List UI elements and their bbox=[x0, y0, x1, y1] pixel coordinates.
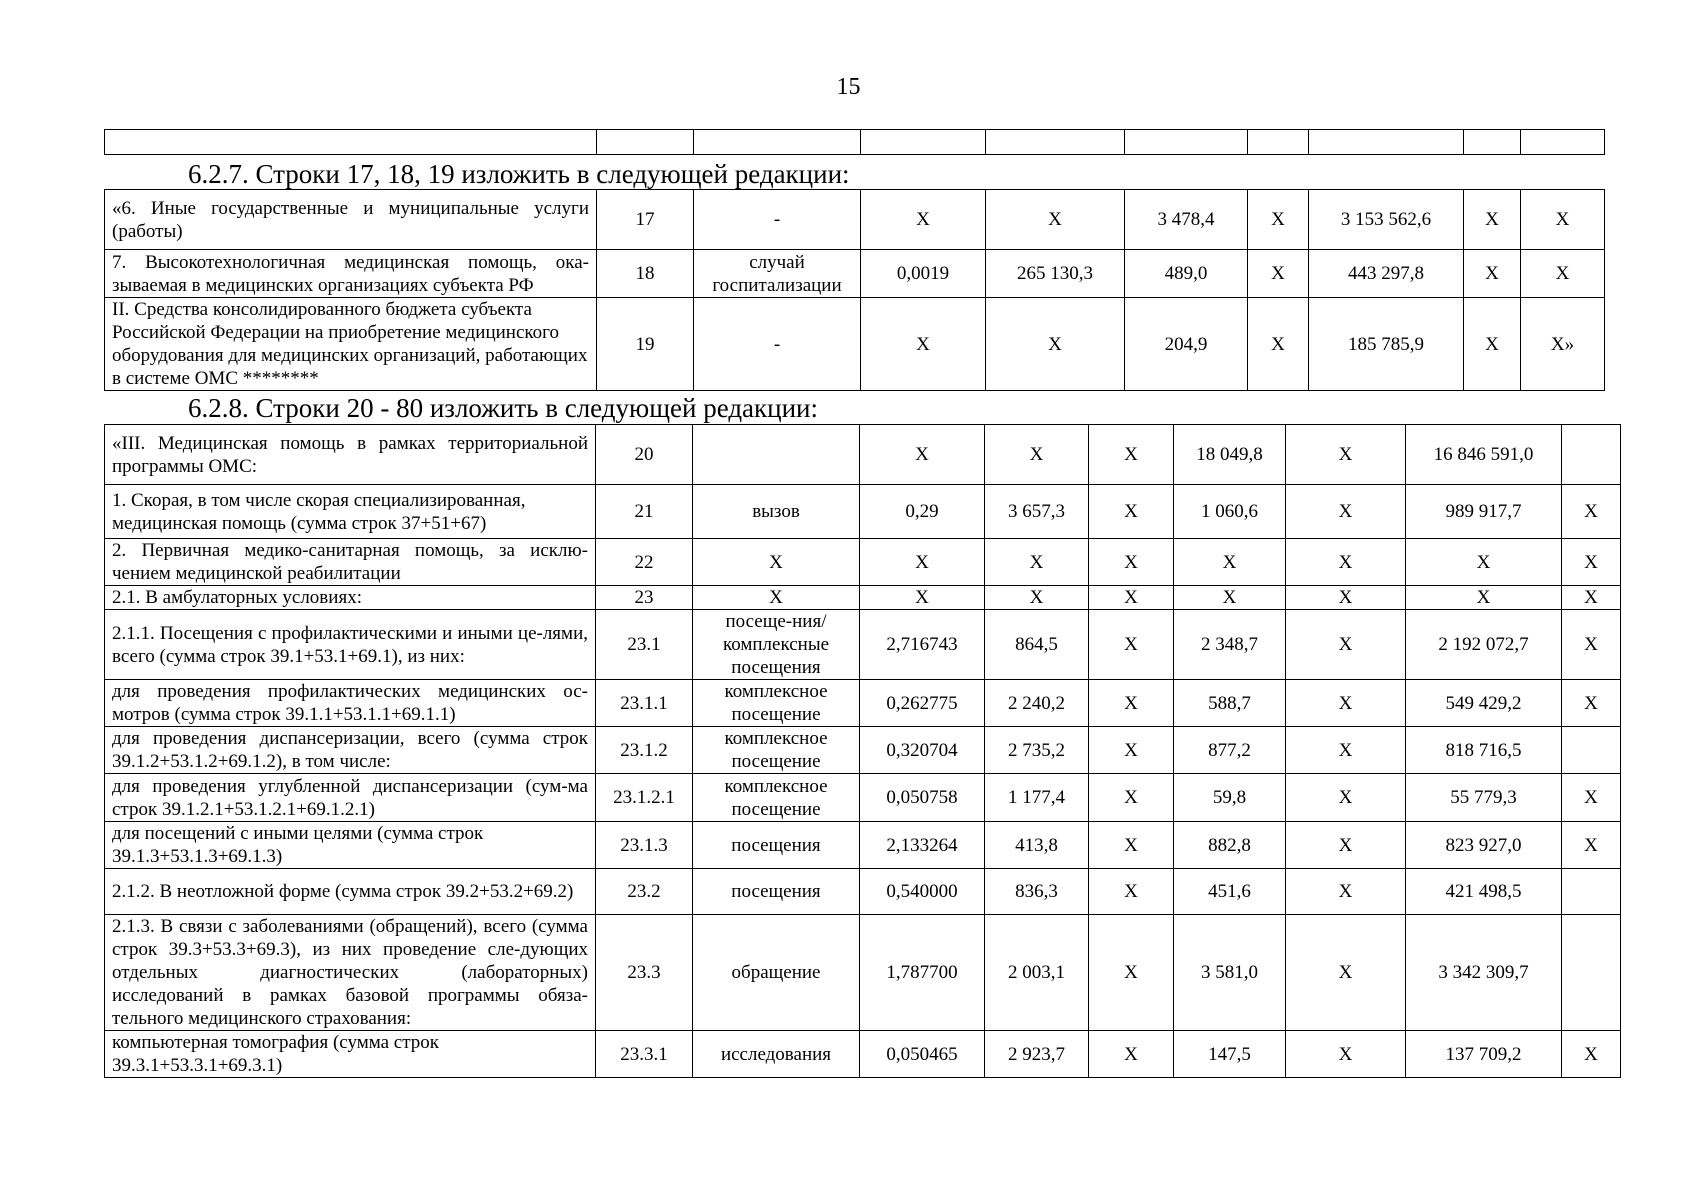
table-cell: X bbox=[1464, 298, 1521, 391]
table-cell: - bbox=[694, 298, 861, 391]
table-cell: 23.1.3 bbox=[596, 822, 693, 869]
row-description: 2.1.3. В связи с заболеваниями (обращений), всего (сумма строк 39.3+53.3+69.3), из них проведение сле-дующих отдельных диагностических (лабораторных) исследований в рамках базовой программы обяза-тельного медицинского страхования: bbox=[105, 915, 596, 1031]
table-cell: 204,9 bbox=[1125, 298, 1248, 391]
row-description: для проведения профилактических медицинских ос-мотров (сумма строк 39.1.1+53.1.1+69.1.1) bbox=[105, 680, 596, 727]
row-description: для посещений с иными целями (сумма строк 39.1.3+53.1.3+69.1.3) bbox=[105, 822, 596, 869]
table-cell: 2,716743 bbox=[860, 610, 985, 680]
table-cell: 23.2 bbox=[596, 869, 693, 915]
table-cell: 23.3.1 bbox=[596, 1031, 693, 1078]
table-row bbox=[105, 250, 1605, 298]
table-cell: 1 177,4 bbox=[985, 774, 1089, 822]
table-cell bbox=[1562, 425, 1621, 485]
table-cell: комплексное посещение bbox=[693, 680, 860, 727]
row-description: «III. Медицинская помощь в рамках территориальной программы ОМС: bbox=[105, 425, 596, 485]
table-cell: X bbox=[1562, 822, 1621, 869]
table-cell: 265 130,3 bbox=[986, 250, 1125, 298]
table-cell: X bbox=[1089, 869, 1174, 915]
table-cell: X bbox=[1286, 774, 1406, 822]
table-cell: 19 bbox=[597, 298, 694, 391]
row-description: 7. Высокотехнологичная медицинская помощь, ока-зываемая в медицинских организациях субъекта РФ bbox=[105, 250, 597, 298]
table-cell: X» bbox=[1521, 298, 1605, 391]
table-cell: 864,5 bbox=[985, 610, 1089, 680]
table-row bbox=[105, 774, 1621, 822]
table-cell: X bbox=[1286, 915, 1406, 1031]
table-cell: 3 478,4 bbox=[1125, 190, 1248, 250]
table-cell: 2,133264 bbox=[860, 822, 985, 869]
table-cell: X bbox=[1089, 485, 1174, 539]
table-cell bbox=[1562, 915, 1621, 1031]
table-row bbox=[105, 298, 1605, 391]
table-cell: X bbox=[1089, 610, 1174, 680]
page-number: 15 bbox=[836, 74, 861, 100]
row-description: II. Средства консолидированного бюджета субъекта Российской Федерации на приобретение медицинского оборудования для медицинских организаций, работающих в системе ОМС ******** bbox=[105, 298, 597, 391]
row-description: 2. Первичная медико-санитарная помощь, за исклю-чением медицинской реабилитации bbox=[105, 539, 596, 586]
row-description: «6. Иные государственные и муниципальные услуги (работы) bbox=[105, 190, 597, 250]
table-row bbox=[105, 425, 1621, 485]
row-description: 1. Скорая, в том числе скорая специализированная, медицинская помощь (сумма строк 37+51+67) bbox=[105, 485, 596, 539]
table-cell: X bbox=[1089, 1031, 1174, 1078]
table-cell: 549 429,2 bbox=[1406, 680, 1562, 727]
table-cell: 2 003,1 bbox=[985, 915, 1089, 1031]
table-cell: посещения bbox=[693, 822, 860, 869]
table-row bbox=[105, 586, 1621, 610]
table-cell: X bbox=[1562, 586, 1621, 610]
table-cell: X bbox=[1286, 822, 1406, 869]
row-description: для проведения диспансеризации, всего (сумма строк 39.1.2+53.1.2+69.1.2), в том числе: bbox=[105, 727, 596, 774]
table-cell: X bbox=[1089, 680, 1174, 727]
table-cell: X bbox=[1248, 190, 1309, 250]
table-cell: посеще-ния/комплексные посещения bbox=[693, 610, 860, 680]
row-description: 2.1. В амбулаторных условиях: bbox=[105, 586, 596, 610]
table-cell: X bbox=[1562, 1031, 1621, 1078]
table-cell: 59,8 bbox=[1174, 774, 1286, 822]
table-cell: X bbox=[861, 190, 986, 250]
table-cell: X bbox=[1089, 822, 1174, 869]
table-cell: 23.1.2.1 bbox=[596, 774, 693, 822]
table-cell: X bbox=[1286, 539, 1406, 586]
table-cell: 0,050758 bbox=[860, 774, 985, 822]
table-cell: вызов bbox=[693, 485, 860, 539]
table-628 bbox=[104, 424, 1621, 1078]
table-cell: X bbox=[1174, 539, 1286, 586]
table-cell: X bbox=[1464, 250, 1521, 298]
table-cell: исследования bbox=[693, 1031, 860, 1078]
table-cell: 2 240,2 bbox=[985, 680, 1089, 727]
table-cell: 823 927,0 bbox=[1406, 822, 1562, 869]
table-cell: X bbox=[1521, 190, 1605, 250]
table-row bbox=[105, 190, 1605, 250]
table-cell: X bbox=[1089, 586, 1174, 610]
table-cell: X bbox=[1562, 680, 1621, 727]
table-row bbox=[105, 539, 1621, 586]
table-cell: X bbox=[1089, 774, 1174, 822]
table-cell: 2 923,7 bbox=[985, 1031, 1089, 1078]
table-cell: X bbox=[1562, 485, 1621, 539]
table-cell: посещения bbox=[693, 869, 860, 915]
table-cell: случай госпитализации bbox=[694, 250, 861, 298]
table-cell: X bbox=[693, 539, 860, 586]
table-cell: 489,0 bbox=[1125, 250, 1248, 298]
table-cell: X bbox=[1521, 250, 1605, 298]
table-cell: 421 498,5 bbox=[1406, 869, 1562, 915]
table-cell: X bbox=[1406, 539, 1562, 586]
row-description: 2.1.2. В неотложной форме (сумма строк 39.2+53.2+69.2) bbox=[105, 869, 596, 915]
table-cell: X bbox=[860, 586, 985, 610]
table-row bbox=[105, 869, 1621, 915]
table-cell: 23.1 bbox=[596, 610, 693, 680]
table-cell: 1 060,6 bbox=[1174, 485, 1286, 539]
table-cell: 451,6 bbox=[1174, 869, 1286, 915]
table-cell: комплексное посещение bbox=[693, 774, 860, 822]
table-cell bbox=[693, 425, 860, 485]
table-row bbox=[105, 727, 1621, 774]
table-cell: X bbox=[1248, 298, 1309, 391]
table-cell: X bbox=[986, 298, 1125, 391]
table-cell: X bbox=[1562, 774, 1621, 822]
table-cell: X bbox=[860, 539, 985, 586]
table-row bbox=[105, 485, 1621, 539]
row-description: 2.1.1. Посещения с профилактическими и иными це-лями, всего (сумма строк 39.1+53.1+69.1), из них: bbox=[105, 610, 596, 680]
section-heading-628: 6.2.8. Строки 20 - 80 изложить в следующей редакции: bbox=[188, 393, 819, 423]
table-cell: X bbox=[1562, 539, 1621, 586]
table-cell: 443 297,8 bbox=[1309, 250, 1464, 298]
table-cell: 23.1.2 bbox=[596, 727, 693, 774]
table-cell: 137 709,2 bbox=[1406, 1031, 1562, 1078]
table-cell: 989 917,7 bbox=[1406, 485, 1562, 539]
table-cell: 18 049,8 bbox=[1174, 425, 1286, 485]
table-cell: X bbox=[860, 425, 985, 485]
table-cell: X bbox=[1562, 610, 1621, 680]
table-cell: 882,8 bbox=[1174, 822, 1286, 869]
table-cell: X bbox=[1286, 586, 1406, 610]
table-cell: 22 bbox=[596, 539, 693, 586]
table-cell: 0,29 bbox=[860, 485, 985, 539]
table-cell: 17 bbox=[597, 190, 694, 250]
table-cell: 2 735,2 bbox=[985, 727, 1089, 774]
table-cell: 2 192 072,7 bbox=[1406, 610, 1562, 680]
table-cell: 0,050465 bbox=[860, 1031, 985, 1078]
table-cell: X bbox=[985, 586, 1089, 610]
table-627 bbox=[104, 189, 1605, 391]
continuation-table bbox=[104, 129, 1605, 155]
table-row bbox=[105, 680, 1621, 727]
table-cell: 2 348,7 bbox=[1174, 610, 1286, 680]
table-cell: X bbox=[1286, 680, 1406, 727]
table-cell: 0,262775 bbox=[860, 680, 985, 727]
table-cell: - bbox=[694, 190, 861, 250]
table-row bbox=[105, 610, 1621, 680]
table-cell: 18 bbox=[597, 250, 694, 298]
empty-row bbox=[105, 130, 1605, 155]
table-cell: 21 bbox=[596, 485, 693, 539]
table-cell: 147,5 bbox=[1174, 1031, 1286, 1078]
table-cell bbox=[1562, 869, 1621, 915]
table-cell: X bbox=[1286, 727, 1406, 774]
table-cell: X bbox=[861, 298, 986, 391]
table-cell: 55 779,3 bbox=[1406, 774, 1562, 822]
table-cell: X bbox=[1286, 610, 1406, 680]
table-cell bbox=[1562, 727, 1621, 774]
table-cell: комплексное посещение bbox=[693, 727, 860, 774]
table-cell: 877,2 bbox=[1174, 727, 1286, 774]
row-description: компьютерная томография (сумма строк 39.3.1+53.3.1+69.3.1) bbox=[105, 1031, 596, 1078]
table-cell: X bbox=[1089, 915, 1174, 1031]
row-description: для проведения углубленной диспансеризации (сум-ма строк 39.1.2.1+53.1.2.1+69.1.2.1) bbox=[105, 774, 596, 822]
table-cell: 588,7 bbox=[1174, 680, 1286, 727]
table-cell: 413,8 bbox=[985, 822, 1089, 869]
table-cell: X bbox=[693, 586, 860, 610]
table-cell: X bbox=[985, 425, 1089, 485]
table-cell: 23.3 bbox=[596, 915, 693, 1031]
table-cell: X bbox=[986, 190, 1125, 250]
table-cell: X bbox=[1248, 250, 1309, 298]
table-cell: X bbox=[1174, 586, 1286, 610]
section-heading-627: 6.2.7. Строки 17, 18, 19 изложить в следующей редакции: bbox=[188, 159, 850, 189]
table-cell: 185 785,9 bbox=[1309, 298, 1464, 391]
table-cell: 16 846 591,0 bbox=[1406, 425, 1562, 485]
table-cell: 23.1.1 bbox=[596, 680, 693, 727]
table-cell: 3 342 309,7 bbox=[1406, 915, 1562, 1031]
table-cell: 836,3 bbox=[985, 869, 1089, 915]
table-cell: X bbox=[1286, 869, 1406, 915]
table-cell: X bbox=[1464, 190, 1521, 250]
table-cell: 3 153 562,6 bbox=[1309, 190, 1464, 250]
table-cell: X bbox=[1406, 586, 1562, 610]
table-row bbox=[105, 822, 1621, 869]
table-cell: X bbox=[985, 539, 1089, 586]
table-cell: обращение bbox=[693, 915, 860, 1031]
table-cell: 0,540000 bbox=[860, 869, 985, 915]
table-cell: 3 581,0 bbox=[1174, 915, 1286, 1031]
table-cell: 1,787700 bbox=[860, 915, 985, 1031]
table-cell: 23 bbox=[596, 586, 693, 610]
table-row bbox=[105, 1031, 1621, 1078]
table-cell: 20 bbox=[596, 425, 693, 485]
table-cell: 0,0019 bbox=[861, 250, 986, 298]
table-cell: 0,320704 bbox=[860, 727, 985, 774]
table-cell: X bbox=[1089, 539, 1174, 586]
table-cell: 3 657,3 bbox=[985, 485, 1089, 539]
table-cell: X bbox=[1089, 727, 1174, 774]
table-cell: 818 716,5 bbox=[1406, 727, 1562, 774]
table-cell: X bbox=[1286, 1031, 1406, 1078]
table-row bbox=[105, 915, 1621, 1031]
table-cell: X bbox=[1286, 425, 1406, 485]
table-cell: X bbox=[1089, 425, 1174, 485]
table-cell: X bbox=[1286, 485, 1406, 539]
